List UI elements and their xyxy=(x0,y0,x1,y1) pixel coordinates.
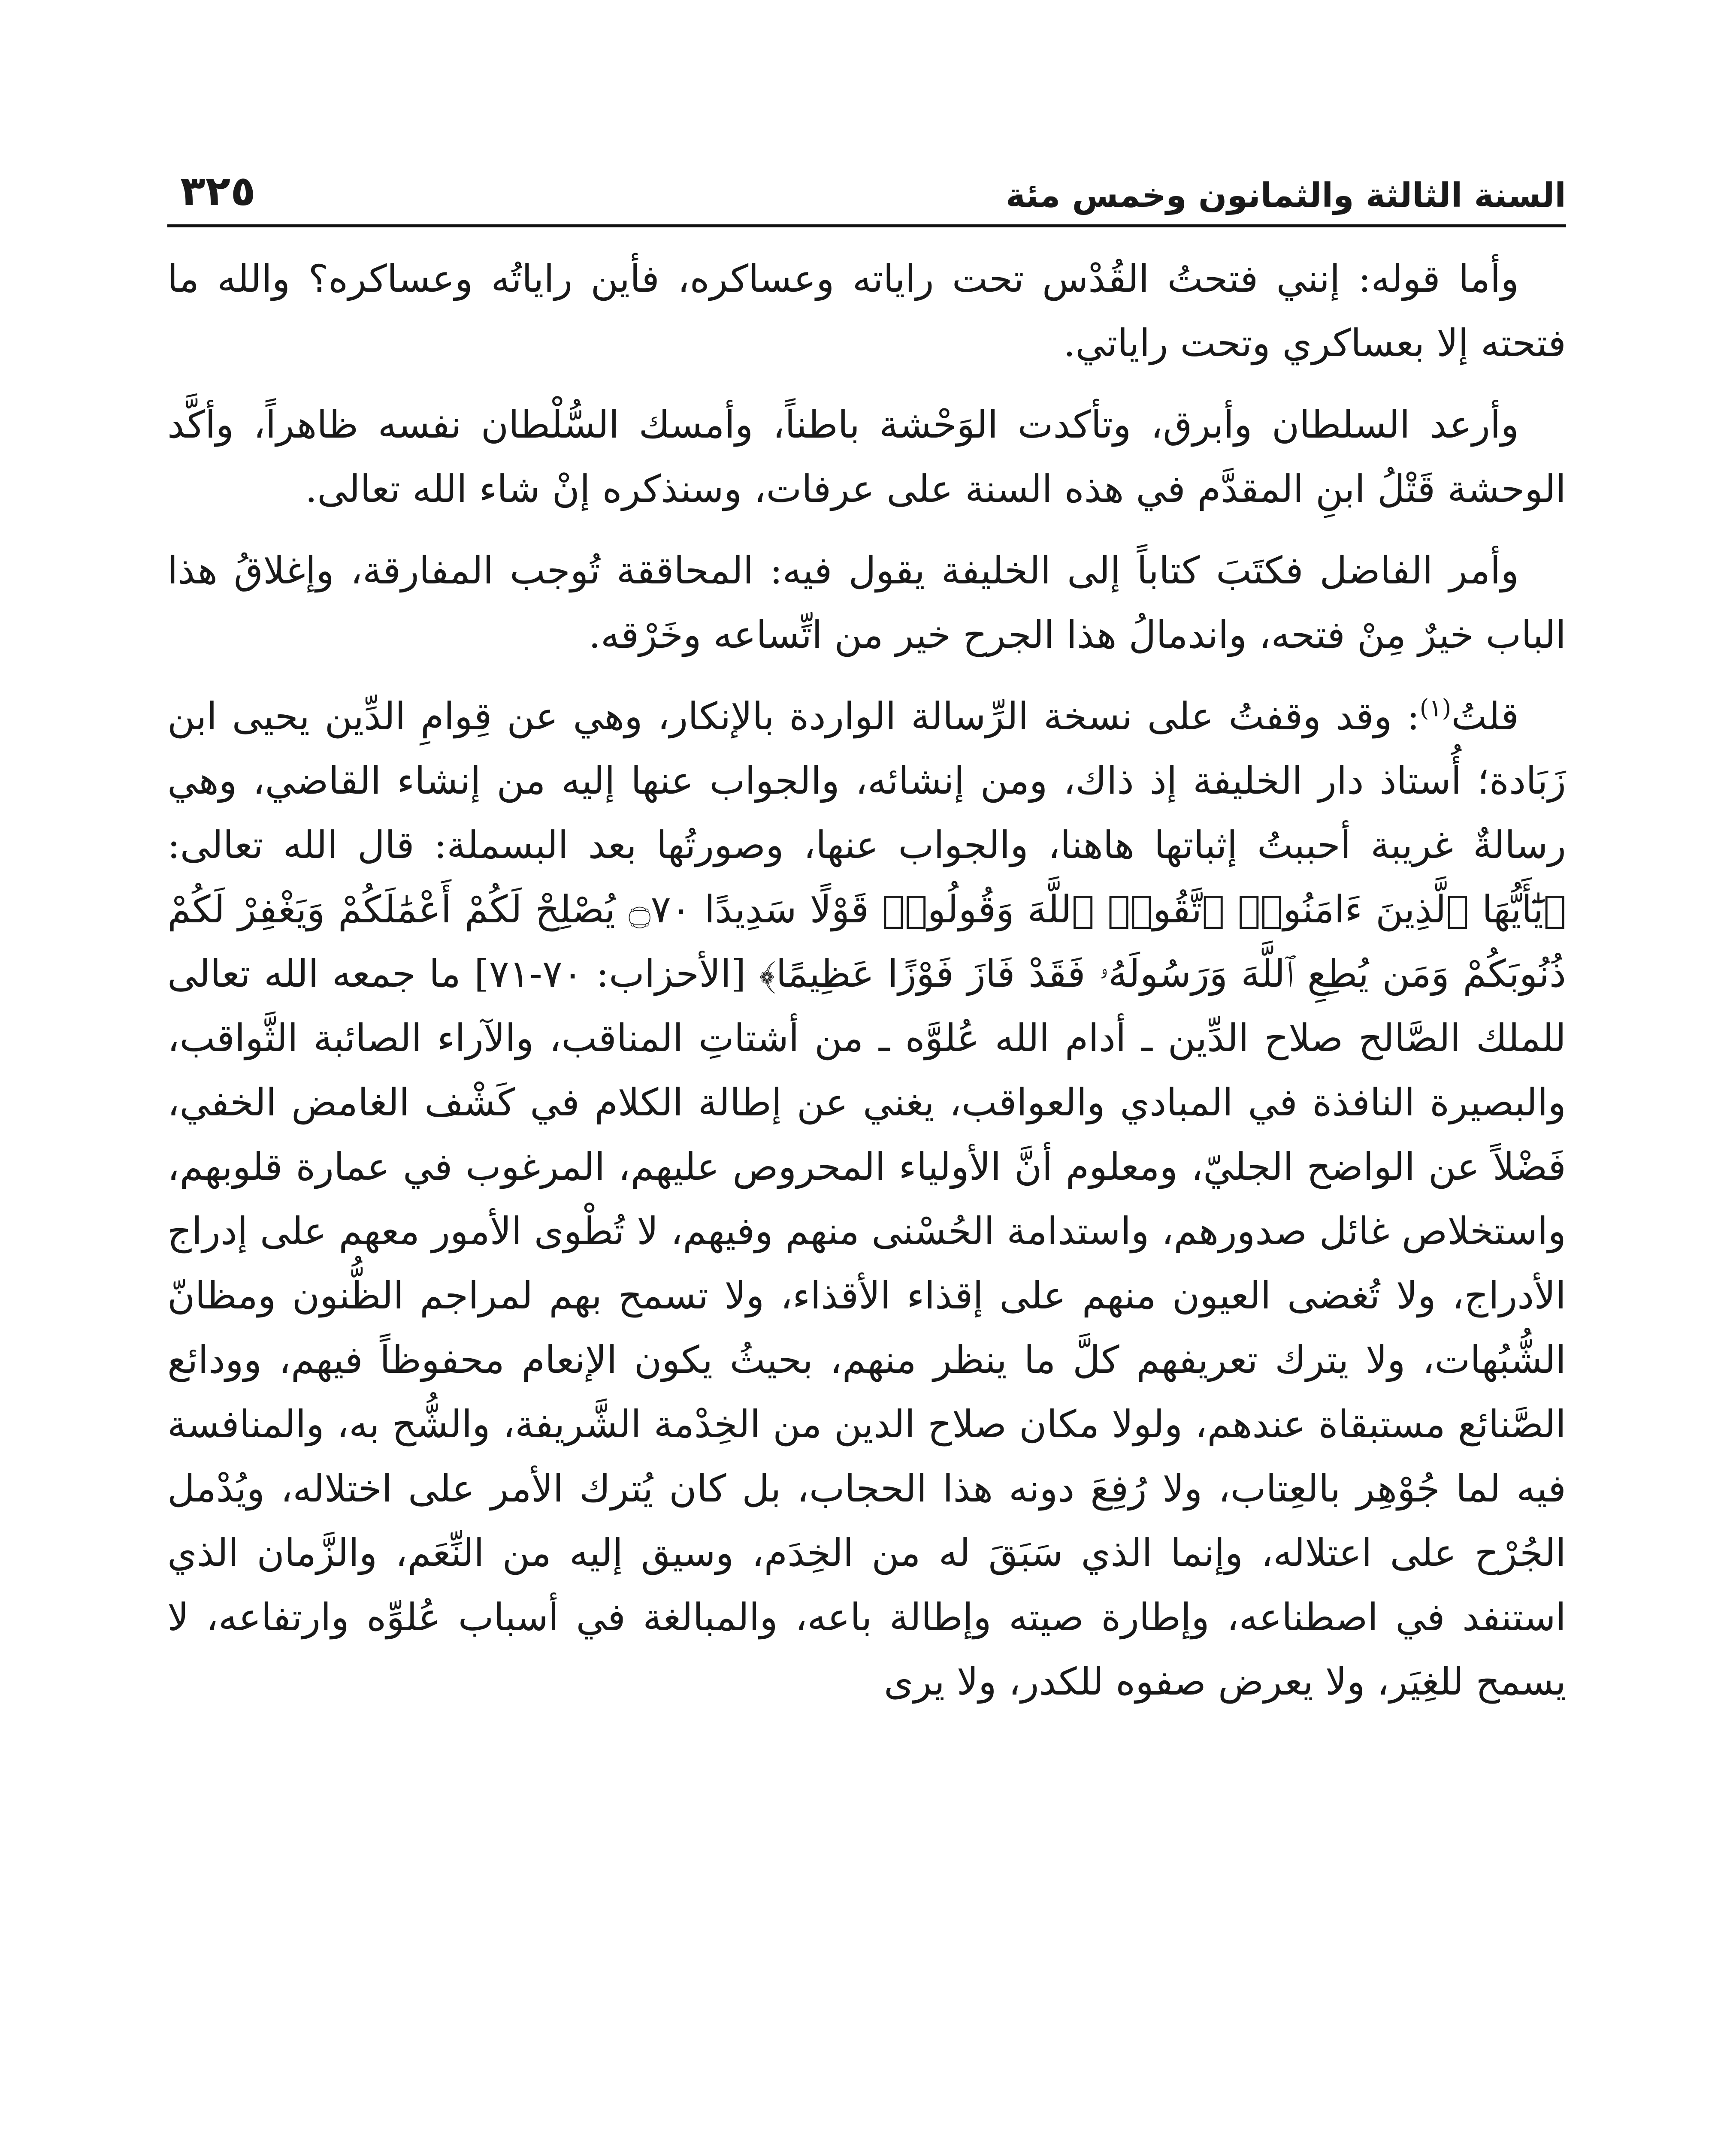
paragraph-2: وأرعد السلطان وأبرق، وتأكدت الوَحْشة باطناً، وأمسك السُّلْطان نفسه ظاهراً، وأكَّد الوحشة قَتْلُ ابنِ المقدَّم في هذه السنة على عرفات، وسنذكره إنْ شاء الله تعالى. xyxy=(167,402,1566,511)
running-head-title: السنة الثالثة والثمانون وخمس مئة xyxy=(1005,176,1566,215)
running-head xyxy=(167,154,1566,227)
paragraph-4-text: : وقد وقفتُ على نسخة الرِّسالة الواردة بالإنكار، وهي عن قِوامِ الدِّين يحيى ابن زَبَادة؛ أُستاذ دار الخليفة إذ ذاك، ومن إنشائه، والجواب عنها إليه من إنشاء القاضي، وهي رسالةٌ غريبة أحببتُ إثباتها هاهنا، والجواب عنها، وصورتُها بعد البسملة: قال الله تعالى: xyxy=(167,694,1566,867)
paragraph-1: وأما قوله: إنني فتحتُ القُدْس تحت راياته وعساكره، فأين راياتُه وعساكره؟ والله ما فتحته إلا بعساكري وتحت راياتي. xyxy=(167,257,1566,365)
paragraph-4 xyxy=(167,684,1566,1714)
paragraph-4-rest: [الأحزاب: ٧٠-٧١] ما جمعه الله تعالى للملك الصَّالح صلاح الدِّين ـ أدام الله عُلوَّه ـ من أشتاتِ المناقب، والآراء الصائبة الثَّواقب، والبصيرة النافذة في المبادي والعواقب، يغني عن إطالة الكلام في كَشْف الغامض الخفي، فَضْلاً عن الواضح الجليّ، ومعلوم أنَّ الأولياء المحروص عليهم، المرغوب في عمارة قلوبهم، واستخلاص غائل صدورهم، واستدامة الحُسْنى منهم وفيهم، لا تُطْوى الأمور معهم على إدراج الأدراج، ولا تُغضى العيون منهم على إقذاء الأقذاء، ولا تسمح بهم لمراجم الظُّنون ومظانّ الشُّبُهات، ولا يترك تعريفهم كلَّ ما ينظر منهم، بحيثُ يكون الإنعام محفوظاً فيهم، وودائع الصَّنائع مستبقاة عندهم، ولولا مكان صلاح الدين من الخِدْمة الشَّريفة، والشُّح به، والمنافسة فيه لما جُوْهِر بالعِتاب، ولا رُفِعَ دونه هذا الحجاب، بل كان يُترك الأمر على اختلاله، ويُدْمل الجُرْح على اعتلاله، وإنما الذي سَبَقَ له من الخِدَم، وسيق إليه من النِّعَم، والزَّمان الذي استنفد في اصطناعه، وإطارة صيته وإطالة باعه، والمبالغة في أسباب عُلوِّه وارتفاعه، لا يسمح للغِيَر، ولا يعرض صفوه للكدر، ولا يرى xyxy=(167,952,1566,1704)
footnote-marker: (١) xyxy=(1419,694,1452,722)
page-number: ٣٢٥ xyxy=(180,167,256,215)
book-page xyxy=(167,129,1566,2145)
quran-verse: ﴿يَٰٓأَيُّهَا ٱلَّذِينَ ءَامَنُوا۟ ٱتَّقُوا۟ ٱللَّهَ وَقُولُوا۟ قَوْلًا سَدِيدًا ۝٧٠ يُصْلِحْ لَكُمْ أَعْمَٰلَكُمْ وَيَغْفِرْ لَكُمْ ذُنُوبَكُمْ وَمَن يُطِعِ ٱللَّهَ وَرَسُولَهُۥ فَقَدْ فَازَ فَوْزًا عَظِيمًا﴾ xyxy=(167,887,1567,996)
paragraph-3: وأمر الفاضل فكتَبَ كتاباً إلى الخليفة يقول فيه: المحاققة تُوجب المفارقة، وإغلاقُ هذا الباب خيرٌ مِنْ فتحه، واندمالُ هذا الجرح خير من اتِّساعه وخَرْقه. xyxy=(167,548,1566,657)
body-text xyxy=(167,247,1566,1731)
paragraph-4-opening: قلتُ xyxy=(1451,694,1519,738)
